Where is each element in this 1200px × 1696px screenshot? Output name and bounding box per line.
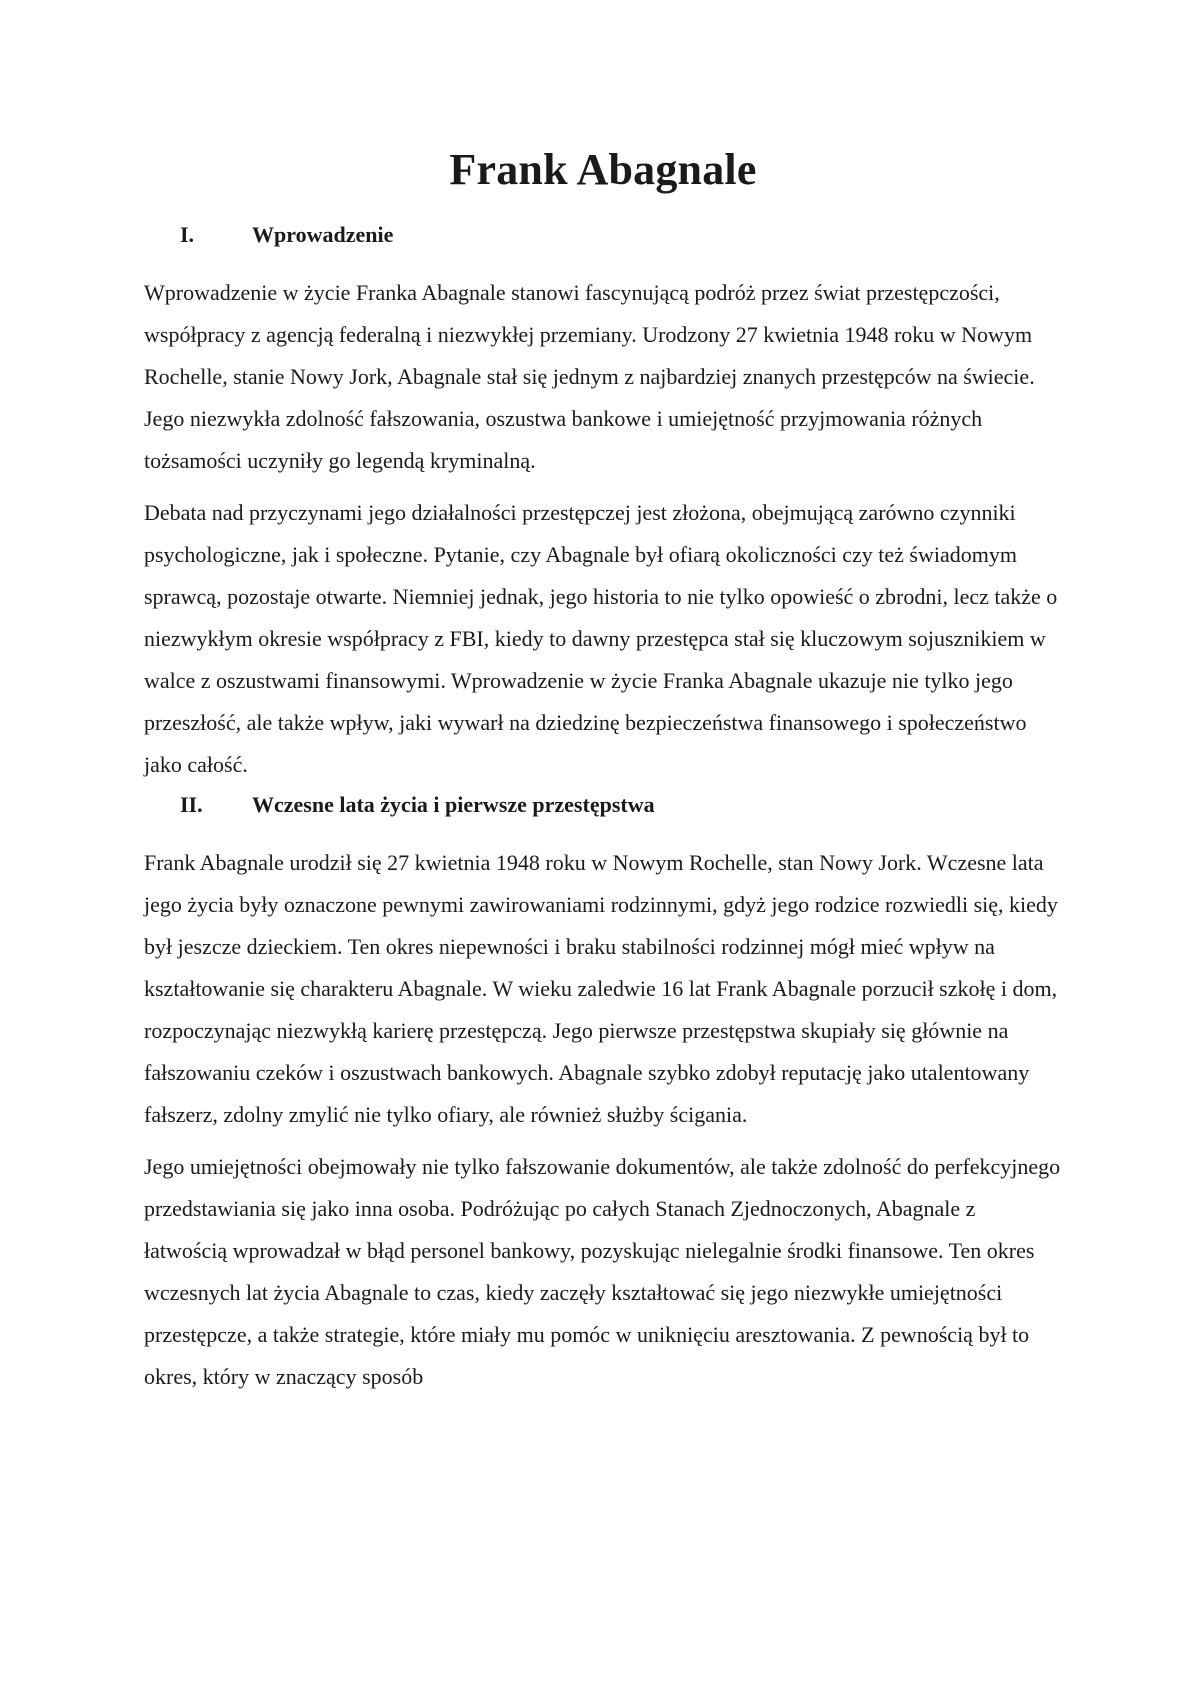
paragraph: Frank Abagnale urodził się 27 kwietnia 1948 roku w Nowym Rochelle, stan Nowy Jork. Wczesne lata jego życia były oznaczone pewnymi zawirowaniami rodzinnymi, gdyż jego rodzice rozwiedli się, kiedy był jeszcze dzieckiem. Ten okres niepewności i braku stabilności rodzinnej mógł mieć wpływ na kształtowanie się charakteru Abagnale. W wieku zaledwie 16 lat Frank Abagnale porzucił szkołę i dom, rozpoczynając niezwykłą karierę przestępczą. Jego pierwsze przestępstwa skupiały się głównie na fałszowaniu czeków i oszustwach bankowych. Abagnale szybko zdobył reputację jako utalentowany fałszerz, zdolny zmylić nie tylko ofiary, ale również służby ścigania. <box>144 850 1058 1127</box>
section-heading-wczesne-lata <box>144 790 1062 820</box>
document-body <box>144 142 1062 1398</box>
document-title: Frank Abagnale <box>449 145 757 194</box>
section-title: Wczesne lata życia i pierwsze przestępstwa <box>252 792 655 817</box>
section-number: II. <box>180 792 203 817</box>
paragraph: Wprowadzenie w życie Franka Abagnale stanowi fascynującą podróż przez świat przestępczości, współpracy z agencją federalną i niezwykłej przemiany. Urodzony 27 kwietnia 1948 roku w Nowym Rochelle, stanie Nowy Jork, Abagnale stał się jednym z najbardziej znanych przestępców na świecie. Jego niezwykła zdolność fałszowania, oszustwa bankowe i umiejętność przyjmowania różnych tożsamości uczyniły go legendą kryminalną. <box>144 280 1035 473</box>
section-number: I. <box>180 222 195 247</box>
section-heading-wprowadzenie <box>144 220 1062 250</box>
paragraph: Jego umiejętności obejmowały nie tylko fałszowanie dokumentów, ale także zdolność do perfekcyjnego przedstawiania się jako inna osoba. Podróżując po całych Stanach Zjednoczonych, Abagnale z łatwością wprowadzał w błąd personel bankowy, pozyskując nielegalnie środki finansowe. Ten okres wczesnych lat życia Abagnale to czas, kiedy zaczęły kształtować się jego niezwykłe umiejętności przestępcze, a także strategie, które miały mu pomóc w uniknięciu aresztowania. Z pewnością był to okres, który w znaczący sposób <box>144 1154 1061 1389</box>
section-title: Wprowadzenie <box>252 222 394 247</box>
paragraph: Debata nad przyczynami jego działalności przestępczej jest złożona, obejmującą zarówno czynniki psychologiczne, jak i społeczne. Pytanie, czy Abagnale był ofiarą okoliczności czy też świadomym sprawcą, pozostaje otwarte. Niemniej jednak, jego historia to nie tylko opowieść o zbrodni, lecz także o niezwykłym okresie współpracy z FBI, kiedy to dawny przestępca stał się kluczowym sojusznikiem w walce z oszustwami finansowymi. Wprowadzenie w życie Franka Abagnale ukazuje nie tylko jego przeszłość, ale także wpływ, jaki wywarł na dziedzinę bezpieczeństwa finansowego i społeczeństwo jako całość. <box>144 500 1058 777</box>
